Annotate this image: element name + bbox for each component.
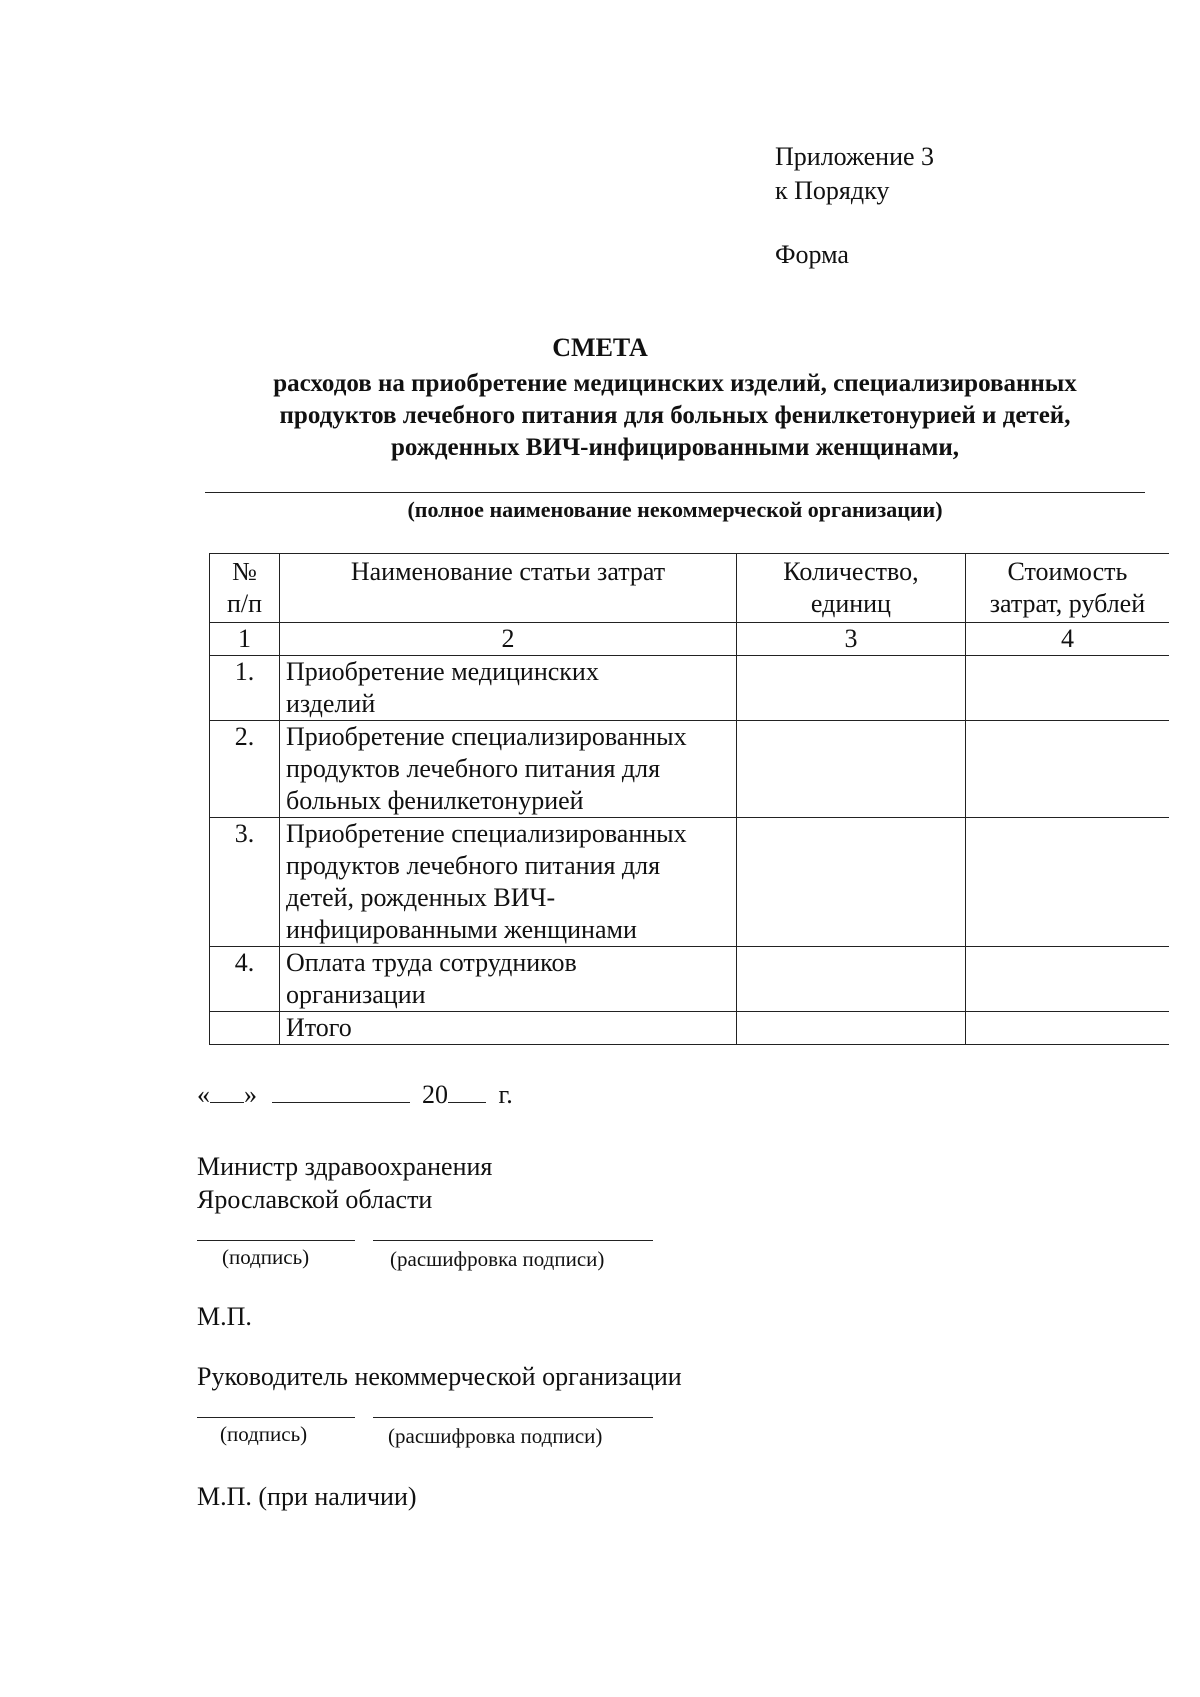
row-name-line: инфицированными женщинами [285, 915, 637, 944]
director-sign-caption: (подпись) [220, 1422, 308, 1446]
minister-title-line: Министр здравоохранения [197, 1152, 493, 1181]
date-close-quote: » [244, 1080, 257, 1109]
appendix-reference: к Порядку [775, 176, 890, 205]
date-open-quote: « [197, 1080, 210, 1109]
minister-title [197, 1150, 492, 1216]
day-field[interactable] [210, 1082, 244, 1103]
subtitle-line: продуктов лечебного питания для больных фенилкетонурией и детей, [279, 402, 1071, 429]
header-num-line: п/п [226, 589, 263, 618]
row-num: 2. [210, 721, 280, 818]
row-name-line: детей, рожденных ВИЧ- [285, 883, 556, 912]
row-qty-cell[interactable] [737, 947, 966, 1012]
total-cost-cell[interactable] [965, 1012, 1169, 1045]
table-row [210, 721, 1170, 818]
row-qty-cell[interactable] [737, 721, 966, 818]
row-name [279, 1012, 736, 1045]
document-title: СМЕТА [552, 333, 648, 362]
row-name [279, 818, 736, 947]
row-name-line: продуктов лечебного питания для [285, 851, 661, 880]
row-name [279, 656, 736, 721]
header-cost-line: затрат, рублей [989, 589, 1146, 618]
table-row [210, 656, 1170, 721]
row-name [279, 721, 736, 818]
header-qty-line: Количество, [783, 557, 919, 586]
header-num [210, 554, 280, 623]
subtitle-line: рожденных ВИЧ-инфицированными женщинами, [390, 434, 960, 461]
header-cost [965, 554, 1169, 623]
table-row [210, 818, 1170, 947]
expense-table [209, 553, 1169, 1045]
row-cost-cell[interactable] [965, 818, 1169, 947]
header-qty [737, 554, 966, 623]
row-qty-cell[interactable] [737, 656, 966, 721]
row-qty-cell[interactable] [737, 818, 966, 947]
row-name-line: Приобретение специализированных [285, 819, 687, 848]
row-cost-cell[interactable] [965, 947, 1169, 1012]
row-num: 1. [210, 656, 280, 721]
director-decode-field[interactable] [373, 1417, 653, 1418]
org-name-caption: (полное наименование некоммерческой организации) [407, 497, 943, 522]
year-prefix: 20 [422, 1080, 448, 1109]
minister-signature-field[interactable] [197, 1240, 355, 1241]
col-number: 2 [279, 623, 736, 656]
col-number: 3 [737, 623, 966, 656]
row-num: 3. [210, 818, 280, 947]
row-name-line: продуктов лечебного питания для [285, 754, 661, 783]
table-row [210, 947, 1170, 1012]
director-stamp: М.П. (при наличии) [197, 1482, 417, 1511]
header-name [279, 554, 736, 623]
row-name-line: организации [285, 980, 426, 1009]
row-num [210, 1012, 280, 1045]
col-number: 4 [965, 623, 1169, 656]
header-qty-line: единиц [810, 589, 891, 618]
row-cost-cell[interactable] [965, 656, 1169, 721]
header-num-line: № [232, 557, 257, 586]
row-name-line: больных фенилкетонурией [285, 786, 584, 815]
minister-decode-caption: (расшифровка подписи) [390, 1247, 605, 1271]
director-signature-field[interactable] [197, 1417, 355, 1418]
total-qty-cell[interactable] [737, 1012, 966, 1045]
header-cost-line: Стоимость [1007, 557, 1128, 586]
table-header-row [210, 554, 1170, 623]
row-name [279, 947, 736, 1012]
row-name-line: Оплата труда сотрудников [285, 948, 577, 977]
minister-title-line: Ярославской области [197, 1185, 433, 1214]
row-cost-cell[interactable] [965, 721, 1169, 818]
org-name-field[interactable] [205, 492, 1145, 493]
appendix-block [775, 140, 934, 272]
column-number-row [210, 623, 1170, 656]
row-name-line: Итого [285, 1013, 352, 1042]
row-name-line: изделий [285, 689, 376, 718]
header-name-line: Наименование статьи затрат [350, 557, 666, 586]
table-total-row [210, 1012, 1170, 1045]
month-field[interactable] [272, 1082, 410, 1103]
date-line [197, 1080, 513, 1110]
year-suffix: г. [498, 1080, 513, 1109]
minister-sign-caption: (подпись) [222, 1245, 310, 1269]
col-number: 1 [210, 623, 280, 656]
appendix-label: Приложение 3 [775, 142, 935, 171]
minister-decode-field[interactable] [373, 1240, 653, 1241]
director-title: Руководитель некоммерческой организации [197, 1362, 682, 1391]
document-subtitle [195, 368, 1155, 464]
row-name-line: Приобретение специализированных [285, 722, 687, 751]
minister-stamp: М.П. [197, 1302, 252, 1331]
row-name-line: Приобретение медицинских [285, 657, 599, 686]
form-label: Форма [775, 240, 849, 269]
director-decode-caption: (расшифровка подписи) [388, 1424, 603, 1448]
subtitle-line: расходов на приобретение медицинских изделий, специализированных [273, 370, 1077, 397]
year-field[interactable] [448, 1082, 486, 1103]
row-num: 4. [210, 947, 280, 1012]
